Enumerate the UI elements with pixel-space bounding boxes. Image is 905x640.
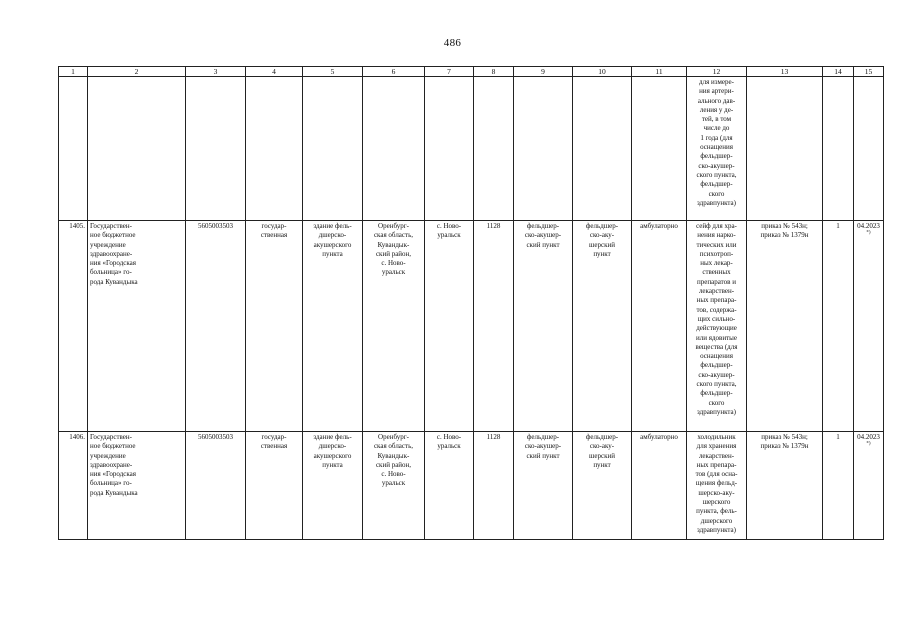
column-header: 1: [59, 67, 88, 77]
table-row: [59, 221, 884, 432]
address: Оренбург- ская область, Кувандык- ский район, с. Ново- уральск: [373, 222, 414, 277]
column-header: 9: [514, 67, 573, 77]
organization-name: Государствен- ное бюджетное учреждение здравоохране- ния «Городская больница» го- рода Кувандыка: [90, 433, 138, 497]
column-header: 10: [573, 67, 632, 77]
column-header: 8: [474, 67, 514, 77]
column-header: 2: [88, 67, 186, 77]
settlement: с. Ново- уральск: [436, 222, 462, 240]
column-header: 7: [425, 67, 474, 77]
column-header: 11: [632, 67, 687, 77]
row-number: 1406.: [69, 433, 85, 441]
equipment-description: холодильник для хранения лекарствен- ных препара- тов (для осна- щения фельд- шерско-аку- шерского пункта, фель- дшерского здравпункта): [695, 433, 738, 534]
population: 1128: [486, 222, 501, 230]
address: Оренбург- ская область, Кувандык- ский район, с. Ново- уральск: [373, 433, 414, 488]
ownership-form: государ- ственная: [260, 222, 288, 240]
table-row: [59, 432, 884, 540]
organization-name: Государствен- ное бюджетное учреждение здравоохране- ния «Городская больница» го- рода Кувандыка: [90, 222, 138, 286]
building-name: здание фель- дшерско- акушерского пункта: [313, 222, 352, 258]
care-form: амбулаторно: [640, 222, 678, 230]
column-header: 4: [246, 67, 303, 77]
equipment-description: сейф для хра- нения нарко- тических или психотроп- ных лекар- ственных препаратов и лекарствен- ных препара- тов, содержа- щих сильно- действующие или ядовитые вещества (для оснащения фельдшер- ско-акушер- ского пункта, фельдшер- ского здравпункта): [695, 222, 738, 416]
quantity: 1: [836, 433, 840, 441]
page-number: 486: [443, 37, 462, 49]
row-number: 1405.: [69, 222, 85, 230]
column-header: 14: [823, 67, 854, 77]
population: 1128: [486, 433, 501, 441]
unit-type: фельдшер- ско-акушер- ский пункт: [524, 222, 562, 249]
unit-type: фельдшер- ско-акушер- ский пункт: [524, 433, 562, 460]
registry-table: [58, 66, 884, 540]
column-header: 13: [747, 67, 823, 77]
unit-name: фельдшер- ско-аку- шерский пункт: [585, 433, 619, 469]
column-header: 5: [303, 67, 363, 77]
inn-value: 5605003503: [198, 222, 233, 230]
column-header: 3: [186, 67, 246, 77]
column-number-row: [59, 67, 884, 77]
deadline-date: 04.2023: [857, 222, 880, 230]
building-name: здание фель- дшерско- акушерского пункта: [313, 433, 352, 469]
deadline-date: 04.2023: [857, 433, 880, 441]
regulatory-orders: приказ № 543н; приказ № 1379н: [760, 433, 809, 451]
quantity: 1: [836, 222, 840, 230]
unit-name: фельдшер- ско-аку- шерский пункт: [585, 222, 619, 258]
column-header: 12: [687, 67, 747, 77]
ownership-form: государ- ственная: [260, 433, 288, 451]
settlement: с. Ново- уральск: [436, 433, 462, 451]
column-header: 15: [854, 67, 884, 77]
regulatory-orders: приказ № 543н; приказ № 1379н: [760, 222, 809, 240]
continuation-row: [59, 77, 884, 221]
care-form: амбулаторно: [640, 433, 678, 441]
footnote-mark: *): [866, 230, 871, 236]
inn-value: 5605003503: [198, 433, 233, 441]
continued-equipment-text: для измере- ния артери- ального дав- ления у де- тей, в том числе до 1 года (для оснащения фельдшер- ско-акушер- ского пункта, фельдшер- ского здравпункта): [696, 78, 737, 207]
footnote-mark: *): [866, 441, 871, 447]
column-header: 6: [363, 67, 425, 77]
